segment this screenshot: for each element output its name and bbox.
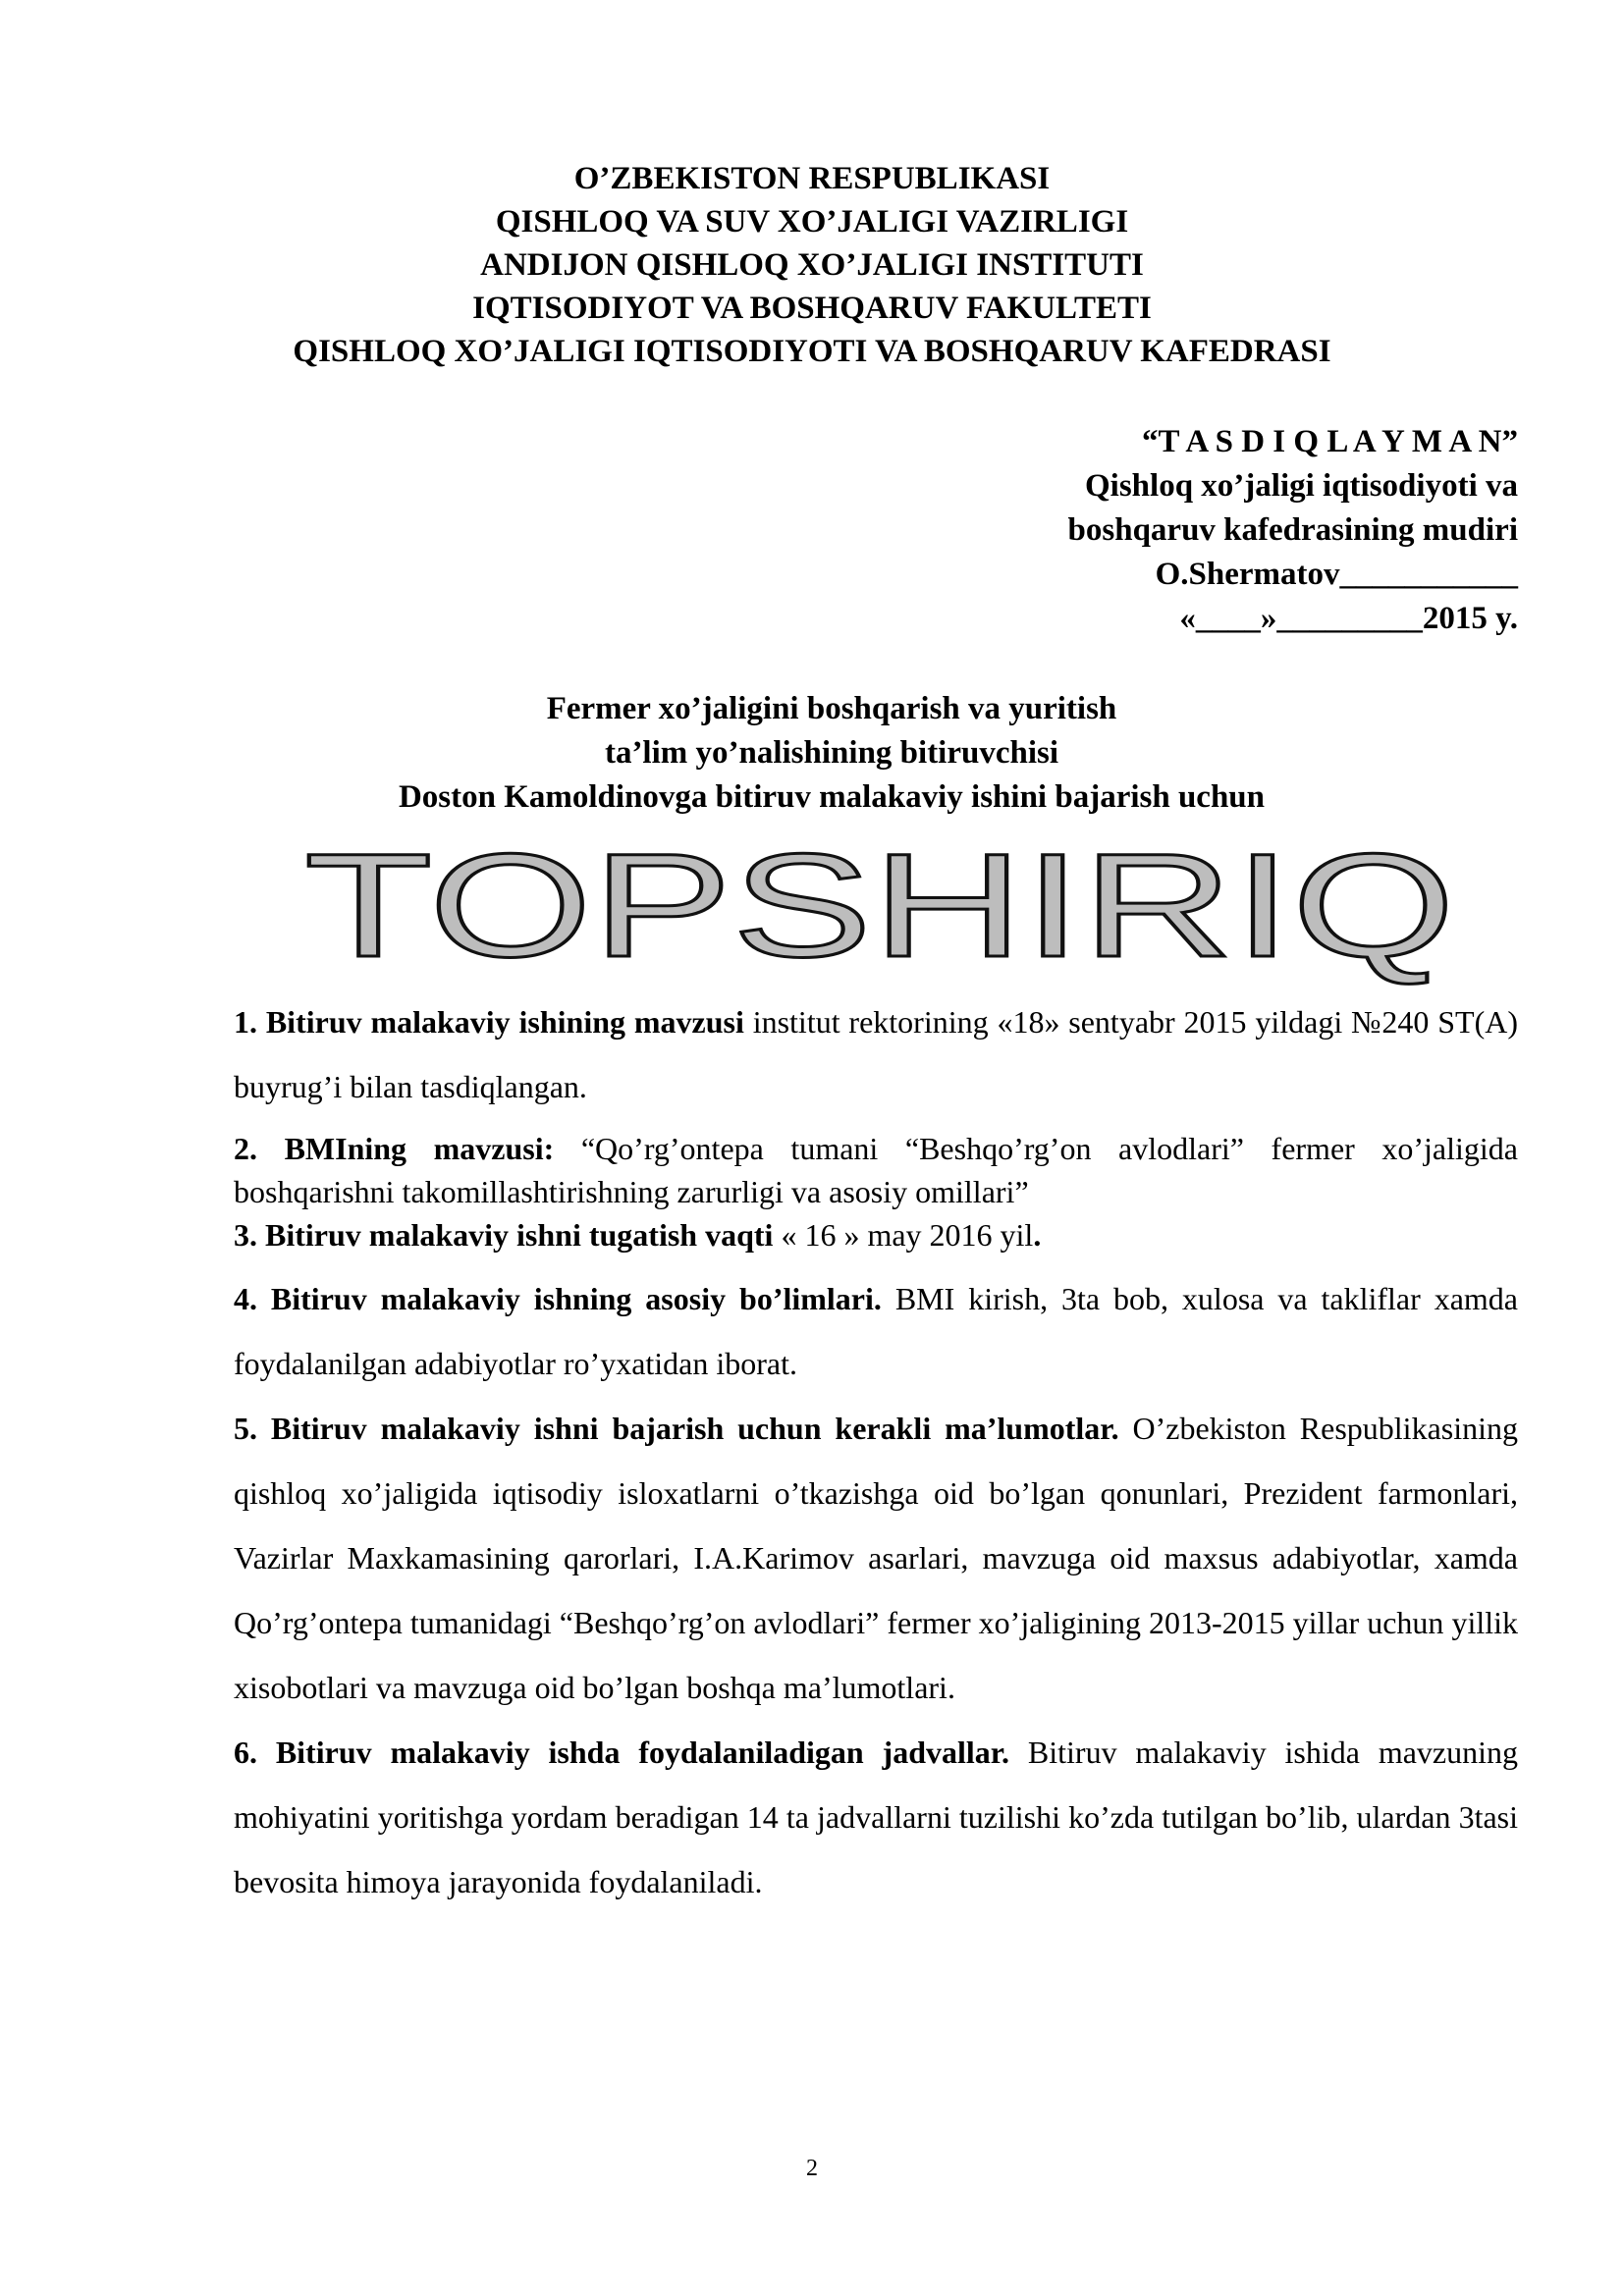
header-line-faculty: IQTISODIYOT VA BOSHQARUV FAKULTETI xyxy=(472,291,1152,326)
item-6 xyxy=(234,1720,1518,1914)
item-2-text: “Qo’rg’ontepa tumani “Beshqo’rg’on avlodlari” fermer xo’jaligida boshqarishni takomillashtirishning zarurligi va asosiy omillari” xyxy=(234,1131,1518,1209)
item-1-heading: 1. Bitiruv malakaviy ishining mavzusi xyxy=(234,1004,744,1040)
subject-line-1: Fermer xo’jaligini boshqarish va yuritish xyxy=(546,691,1117,726)
item-4-text: BMI kirish, 3ta bob, xulosa va takliflar xamda foydalanilgan adabiyotlar ro’yxatidan iborat. xyxy=(234,1281,1519,1381)
item-6-heading: 6. Bitiruv malakaviy ishda foydalaniladigan jadvallar. xyxy=(234,1735,1010,1770)
approval-position-line-1: Qishloq xo’jaligi iqtisodiyoti va xyxy=(1085,468,1518,504)
item-5-heading: 5. Bitiruv malakaviy ishni bajarish uchun kerakli ma’lumotlar. xyxy=(234,1411,1119,1446)
item-3-text: « 16 » may 2016 yil xyxy=(773,1217,1034,1253)
subject-line-3: Doston Kamoldinovga bitiruv malakaviy ishini bajarish uchun xyxy=(398,779,1266,815)
topshiriq-title-text: TOPSHIRIQ xyxy=(304,840,1455,988)
header-line-ministry: QISHLOQ VA SUV XO’JALIGI VAZIRLIGI xyxy=(495,204,1129,240)
approval-date: «____»_________2015 y. xyxy=(1179,601,1518,636)
assignment-subject xyxy=(0,687,1624,820)
item-4 xyxy=(234,1266,1518,1396)
item-1 xyxy=(234,989,1518,1119)
item-3-heading: 3. Bitiruv malakaviy ishni tugatish vaqti xyxy=(234,1217,774,1253)
approval-signature: O.Shermatov___________ xyxy=(1155,557,1518,592)
institution-header xyxy=(0,157,1624,373)
item-3-tail: . xyxy=(1033,1217,1042,1253)
item-1-text: institut rektorining «18» sentyabr 2015 yildagi №240 ST(A) buyrug’i bilan tasdiqlangan. xyxy=(234,1004,1519,1104)
header-line-institute: ANDIJON QISHLOQ XO’JALIGI INSTITUTI xyxy=(480,247,1144,283)
header-line-department: QISHLOQ XO’JALIGI IQTISODIYOTI VA BOSHQARUV KAFEDRASI xyxy=(293,334,1331,369)
item-4-heading: 4. Bitiruv malakaviy ishning asosiy bo’limlari. xyxy=(234,1281,882,1316)
item-2-heading: 2. BMIning mavzusi: xyxy=(234,1131,555,1166)
item-6-text: Bitiruv malakaviy ishida mavzuning mohiyatini yoritishga yordam beradigan 14 ta jadvallarni tuzilishi ko’zda tutilgan bo’lib, ulardan 3tasi bevosita himoya jarayonida foydalaniladi. xyxy=(234,1735,1519,1899)
assignment-body xyxy=(234,989,1518,1914)
page-number: 2 xyxy=(806,2156,818,2181)
item-5-text: O’zbekiston Respublikasining qishloq xo’jaligida iqtisodiy isloxatlarni o’tkazishga oid bo’lgan qonunlari, Prezident farmonlari, Vazirlar Maxkamasining qarorlari, I.A.Karimov asarlari, mavzuga oid maxsus adabiyotlar, xamda Qo’rg’ontepa tumanidagi “Beshqo’rg’on avlodlari” fermer xo’jaligining 2013-2015 yillar uchun yillik xisobotlari va mavzuga oid bo’lgan boshqa ma’lumotlari. xyxy=(234,1411,1519,1705)
item-3 xyxy=(234,1213,1518,1256)
approval-title: “T A S D I Q L A Y M A N” xyxy=(1142,424,1518,459)
header-line-republic: O’ZBEKISTON RESPUBLIKASI xyxy=(573,161,1051,196)
item-2 xyxy=(234,1127,1518,1213)
item-5 xyxy=(234,1396,1518,1720)
topshiriq-title xyxy=(302,840,1461,997)
subject-line-2: ta’lim yo’nalishining bitiruvchisi xyxy=(604,735,1059,771)
approval-block xyxy=(1068,420,1518,641)
approval-position-line-2: boshqaruv kafedrasining mudiri xyxy=(1067,512,1518,548)
